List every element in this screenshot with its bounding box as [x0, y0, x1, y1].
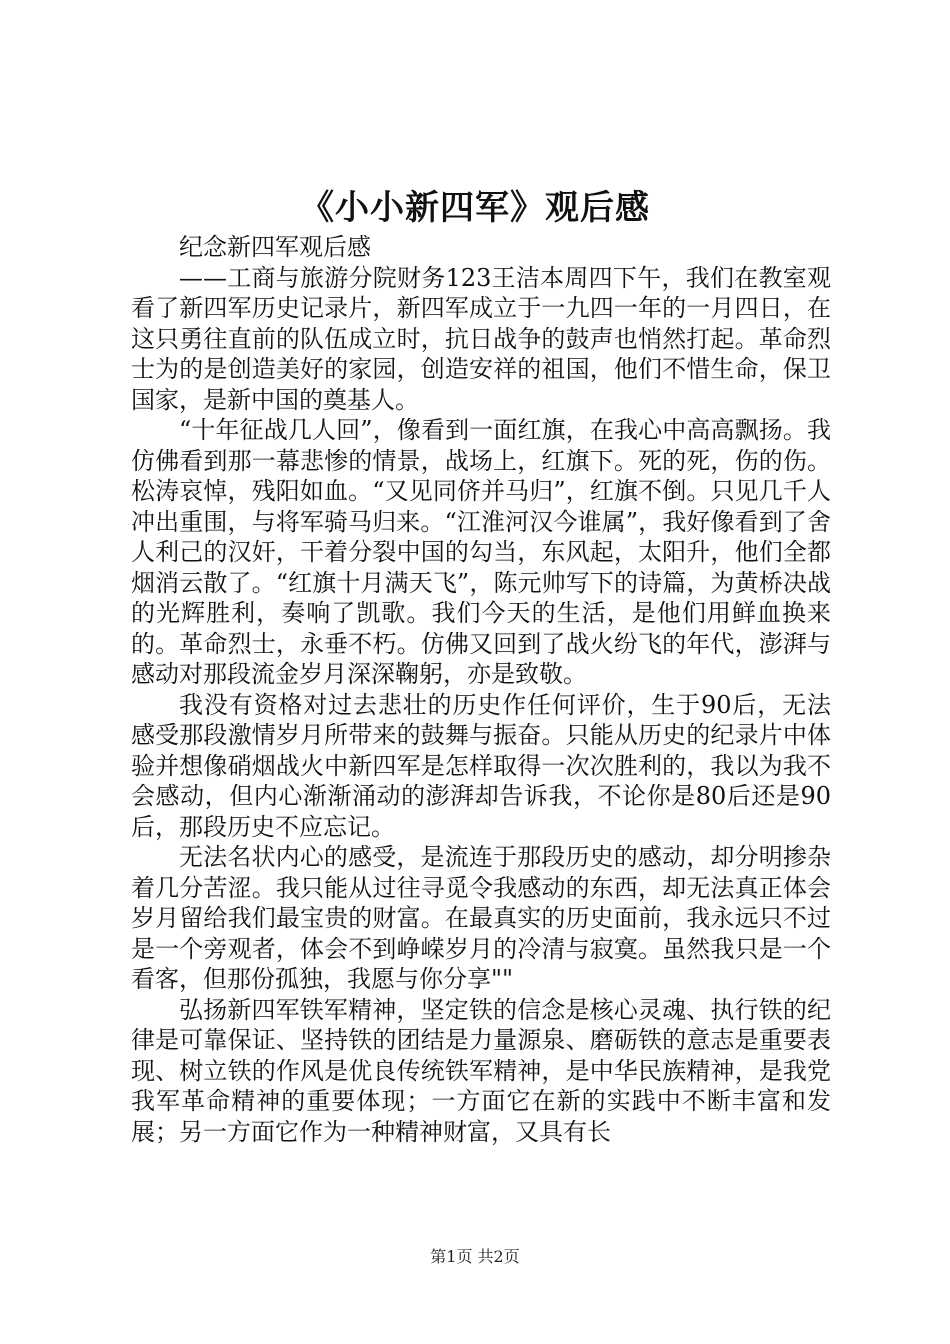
paragraph: 弘扬新四军铁军精神，坚定铁的信念是核心灵魂、执行铁的纪律是可靠保证、坚持铁的团结是力量源泉、磨砺铁的意志是重要表现、树立铁的作风是优良传统铁军精神，是中华民族精神，是我党我军革命精神的重要体现；一方面它在新的实践中不断丰富和发展；另一方面它作为一种精神财富，又具有长 — [131, 995, 831, 1146]
document-body — [131, 232, 831, 1147]
page-number-footer: 第1页 共2页 — [430, 1247, 520, 1266]
paragraph: “十年征战几人回”，像看到一面红旗，在我心中高高飘扬。我仿佛看到那一幕悲惨的情景，战场上，红旗下。死的死，伤的伤。松涛哀悼，残阳如血。“又见同侪并马归”，红旗不倒。只见几千人冲出重围，与将军骑马归来。“江淮河汉今谁属”，我好像看到了舍人利己的汉奸，干着分裂中国的勾当，东风起，太阳升，他们全都烟消云散了。“红旗十月满天飞”，陈元帅写下的诗篇，为黄桥决战的光辉胜利，奏响了凯歌。我们今天的生活，是他们用鲜血换来的。革命烈士，永垂不朽。仿佛又回到了战火纷飞的年代，澎湃与感动对那段流金岁月深深鞠躬，亦是致敬。 — [131, 416, 831, 688]
paragraph: 我没有资格对过去悲壮的历史作任何评价，生于90后，无法感受那段激情岁月所带来的鼓舞与振奋。只能从历史的纪录片中体验并想像硝烟战火中新四军是怎样取得一次次胜利的，我以为我不会感动，但内心渐渐涌动的澎湃却告诉我，不论你是80后还是90后，那段历史不应忘记。 — [131, 690, 831, 841]
paragraph: 无法名状内心的感受，是流连于那段历史的感动，却分明掺杂着几分苦涩。我只能从过往寻觅令我感动的东西，却无法真正体会岁月留给我们最宝贵的财富。在最真实的历史面前，我永远只不过是一个旁观者，体会不到峥嵘岁月的冷清与寂寞。虽然我只是一个看客，但那份孤独，我愿与你分享"" — [131, 843, 831, 993]
paragraph: ——工商与旅游分院财务123王洁本周四下午，我们在教室观看了新四军历史记录片，新四军成立于一九四一年的一月四日，在这只勇往直前的队伍成立时，抗日战争的鼓声也悄然打起。革命烈士为的是创造美好的家园，创造安祥的祖国，他们不惜生命，保卫国家，是新中国的奠基人。 — [131, 263, 831, 414]
paragraph-subtitle: 纪念新四军观后感 — [179, 233, 371, 261]
document-title: 《小小新四军》观后感 — [300, 188, 650, 228]
